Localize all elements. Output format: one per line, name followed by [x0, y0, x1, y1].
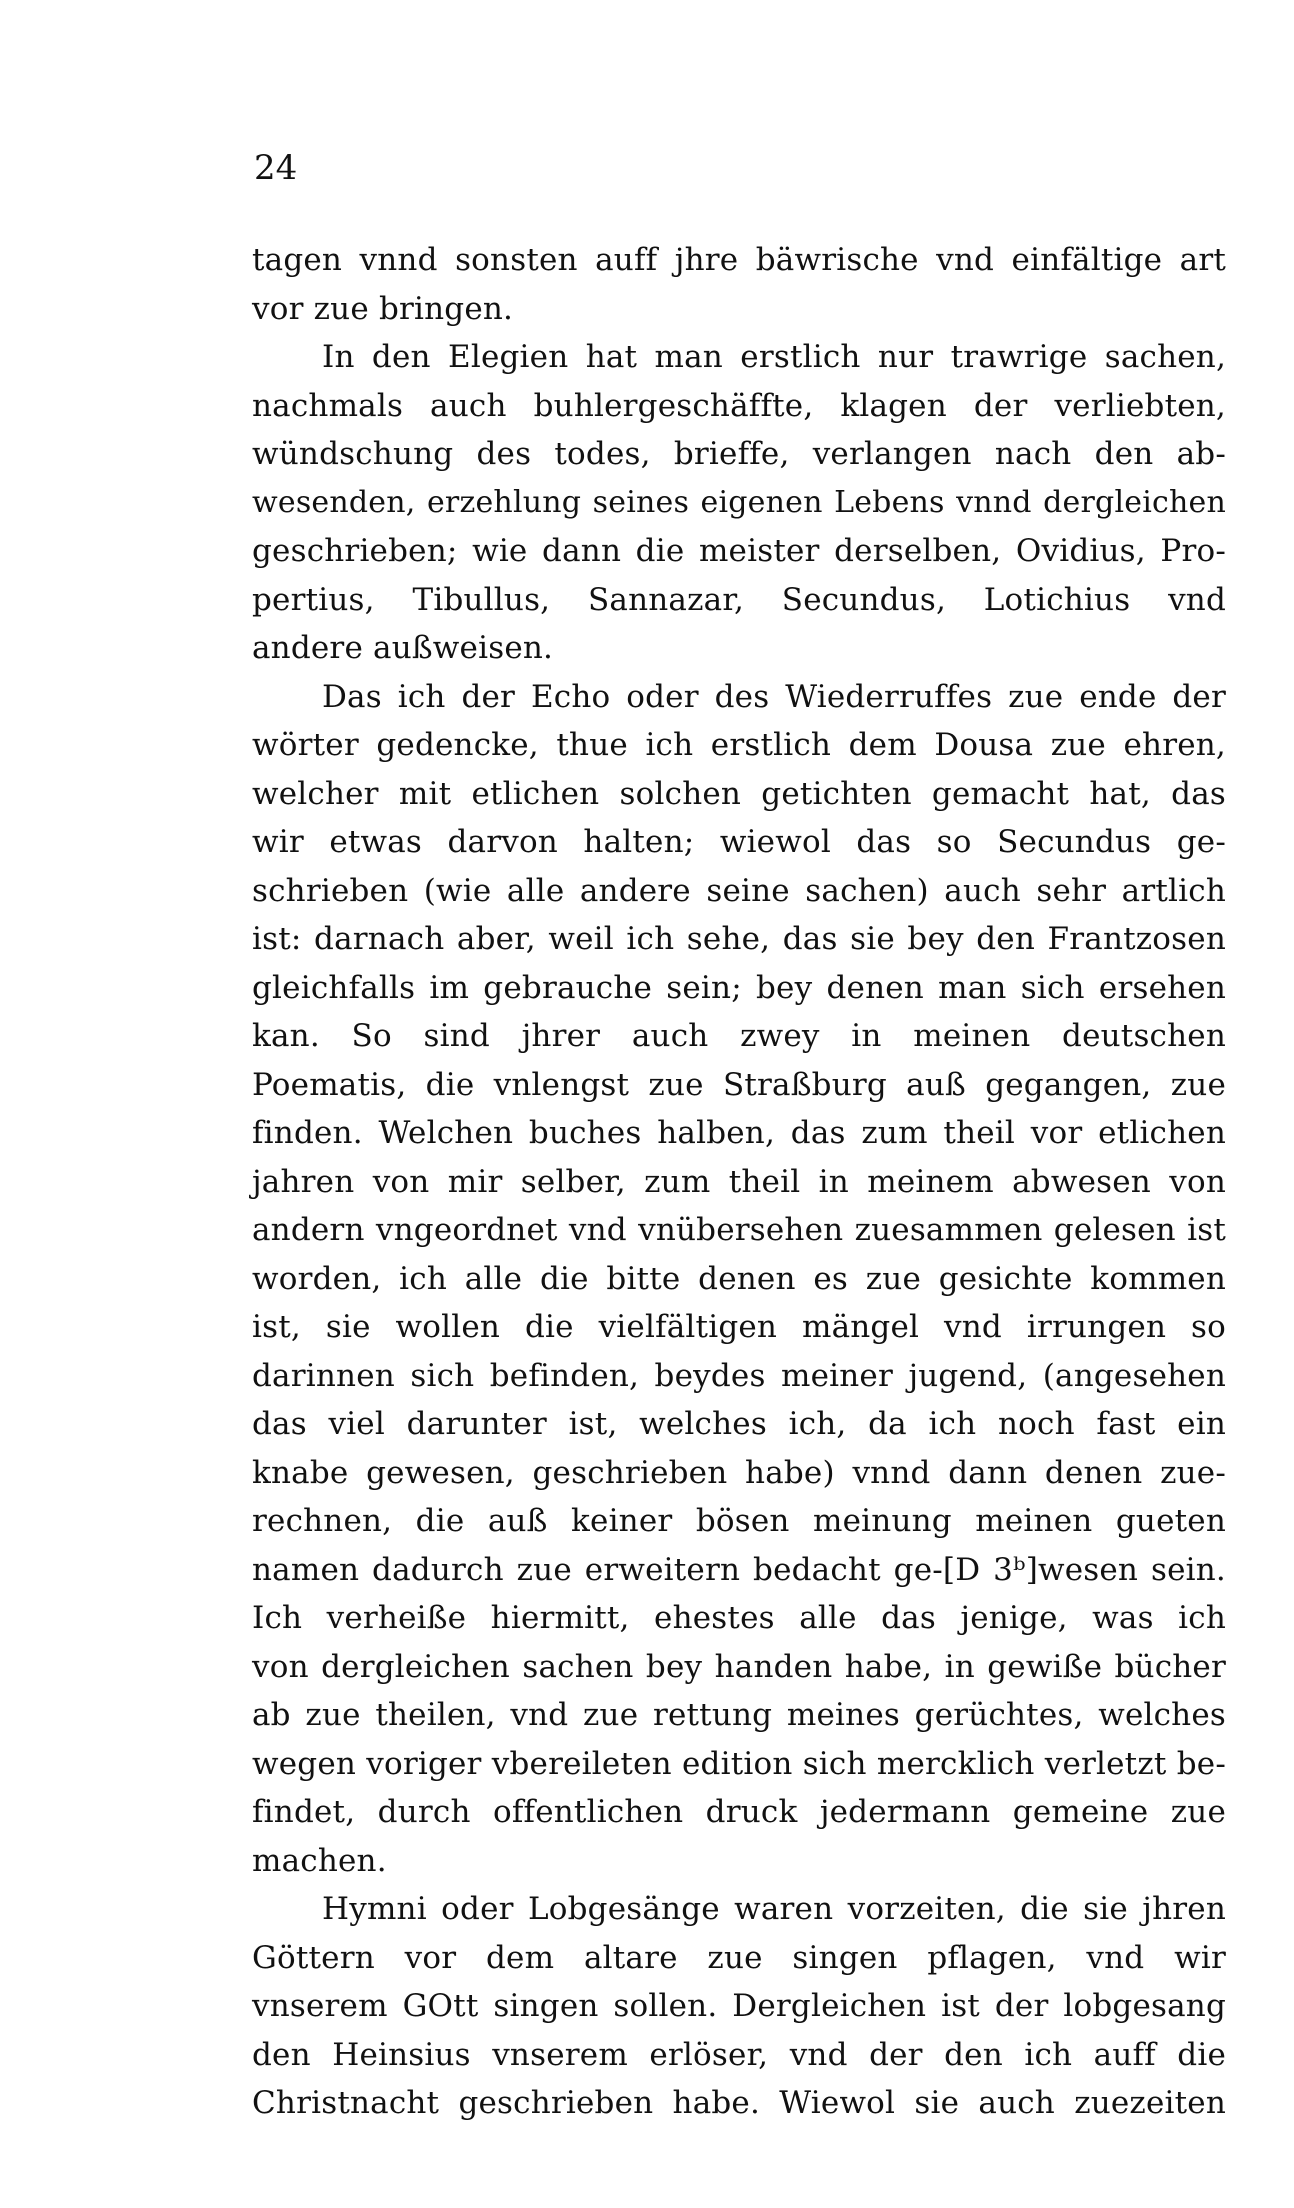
text-line: wir etwas darvon halten; wiewol das so Secundus ge-: [252, 824, 1226, 860]
text-line: wesenden, erzehlung seines eigenen Lebens vnnd dergleichen: [252, 484, 1226, 520]
text-line: Christnacht geschrieben habe. Wiewol sie auch zuezeiten: [252, 2085, 1226, 2121]
text-line: gleichfalls im gebrauche sein; bey denen man sich ersehen: [252, 969, 1226, 1006]
text-line: vnserem GOtt singen sollen. Dergleichen ist der lobgesang: [252, 1988, 1226, 2024]
text-line: schrieben (wie alle andere seine sachen) auch sehr artlich: [252, 872, 1226, 909]
text-line: tagen vnnd sonsten auff jhre bäwrische vnd einfältige art: [252, 242, 1226, 278]
text-line: kan. So sind jhrer auch zwey in meinen deutschen: [252, 1018, 1226, 1054]
text-line: Poematis, die vnlengst zue Straßburg auß gegangen, zue: [252, 1066, 1226, 1103]
text-line: Göttern vor dem altare zue singen pflagen, vnd wir: [252, 1939, 1226, 1976]
text-line: wörter gedencke, thue ich erstlich dem Dousa zue ehren,: [252, 727, 1226, 763]
text-line: darinnen sich befinden, beydes meiner jugend, (angesehen: [252, 1357, 1226, 1394]
body-text: [252, 236, 1226, 2128]
text-line: ist: darnach aber, weil ich sehe, das sie bey den Frantzosen: [252, 921, 1226, 957]
text-line: Hymni oder Lobgesänge waren vorzeiten, die sie jhren: [322, 1891, 1226, 1927]
text-line: knabe gewesen, geschrieben habe) vnnd dann denen zue-: [252, 1454, 1226, 1491]
text-line: Ich verheiße hiermitt, ehestes alle das jenige, was ich: [252, 1600, 1226, 1636]
text-line: namen dadurch zue erweitern bedacht ge-[D 3ᵇ]wesen sein.: [252, 1551, 1226, 1588]
text-line: vor zue bringen.: [252, 290, 514, 327]
text-line: worden, ich alle die bitte denen es zue gesichte kommen: [252, 1260, 1226, 1297]
text-line: welcher mit etlichen solchen getichten gemacht hat, das: [252, 775, 1226, 812]
text-line: pertius, Tibullus, Sannazar, Secundus, Lotichius vnd: [252, 581, 1226, 618]
text-line: machen.: [252, 1842, 387, 1879]
text-line: nachmals auch buhlergeschäffte, klagen der verliebten,: [252, 387, 1226, 424]
text-line: In den Elegien hat man erstlich nur trawrige sachen,: [322, 339, 1226, 375]
text-line: findet, durch offentlichen druck jedermann gemeine zue: [252, 1794, 1226, 1830]
text-line: rechnen, die auß keiner bösen meinung meinen gueten: [252, 1503, 1226, 1539]
text-line: ist, sie wollen die vielfältigen mängel vnd irrungen so: [252, 1309, 1226, 1345]
text-line: jahren von mir selber, zum theil in meinem abwesen von: [252, 1163, 1226, 1200]
text-line: wündschung des todes, brieffe, verlangen nach den ab-: [252, 436, 1226, 472]
text-line: ab zue theilen, vnd zue rettung meines gerüchtes, welches: [252, 1697, 1226, 1733]
text-line: von dergleichen sachen bey handen habe, in gewiße bücher: [252, 1648, 1226, 1685]
text-line: Das ich der Echo oder des Wiederruffes zue ende der: [322, 678, 1226, 715]
text-line: finden. Welchen buches halben, das zum theil vor etlichen: [252, 1115, 1226, 1151]
text-line: geschrieben; wie dann die meister derselben, Ovidius, Pro-: [252, 533, 1226, 569]
text-line: andern vngeordnet vnd vnübersehen zuesammen gelesen ist: [252, 1212, 1226, 1248]
text-line: das viel darunter ist, welches ich, da ich noch fast ein: [252, 1406, 1226, 1442]
text-line: den Heinsius vnserem erlöser, vnd der den ich auff die: [252, 2036, 1226, 2073]
page-number: 24: [254, 148, 298, 188]
text-line: wegen voriger vbereileten edition sich mercklich verletzt be-: [252, 1745, 1226, 1782]
text-line: andere außweisen.: [252, 630, 554, 666]
